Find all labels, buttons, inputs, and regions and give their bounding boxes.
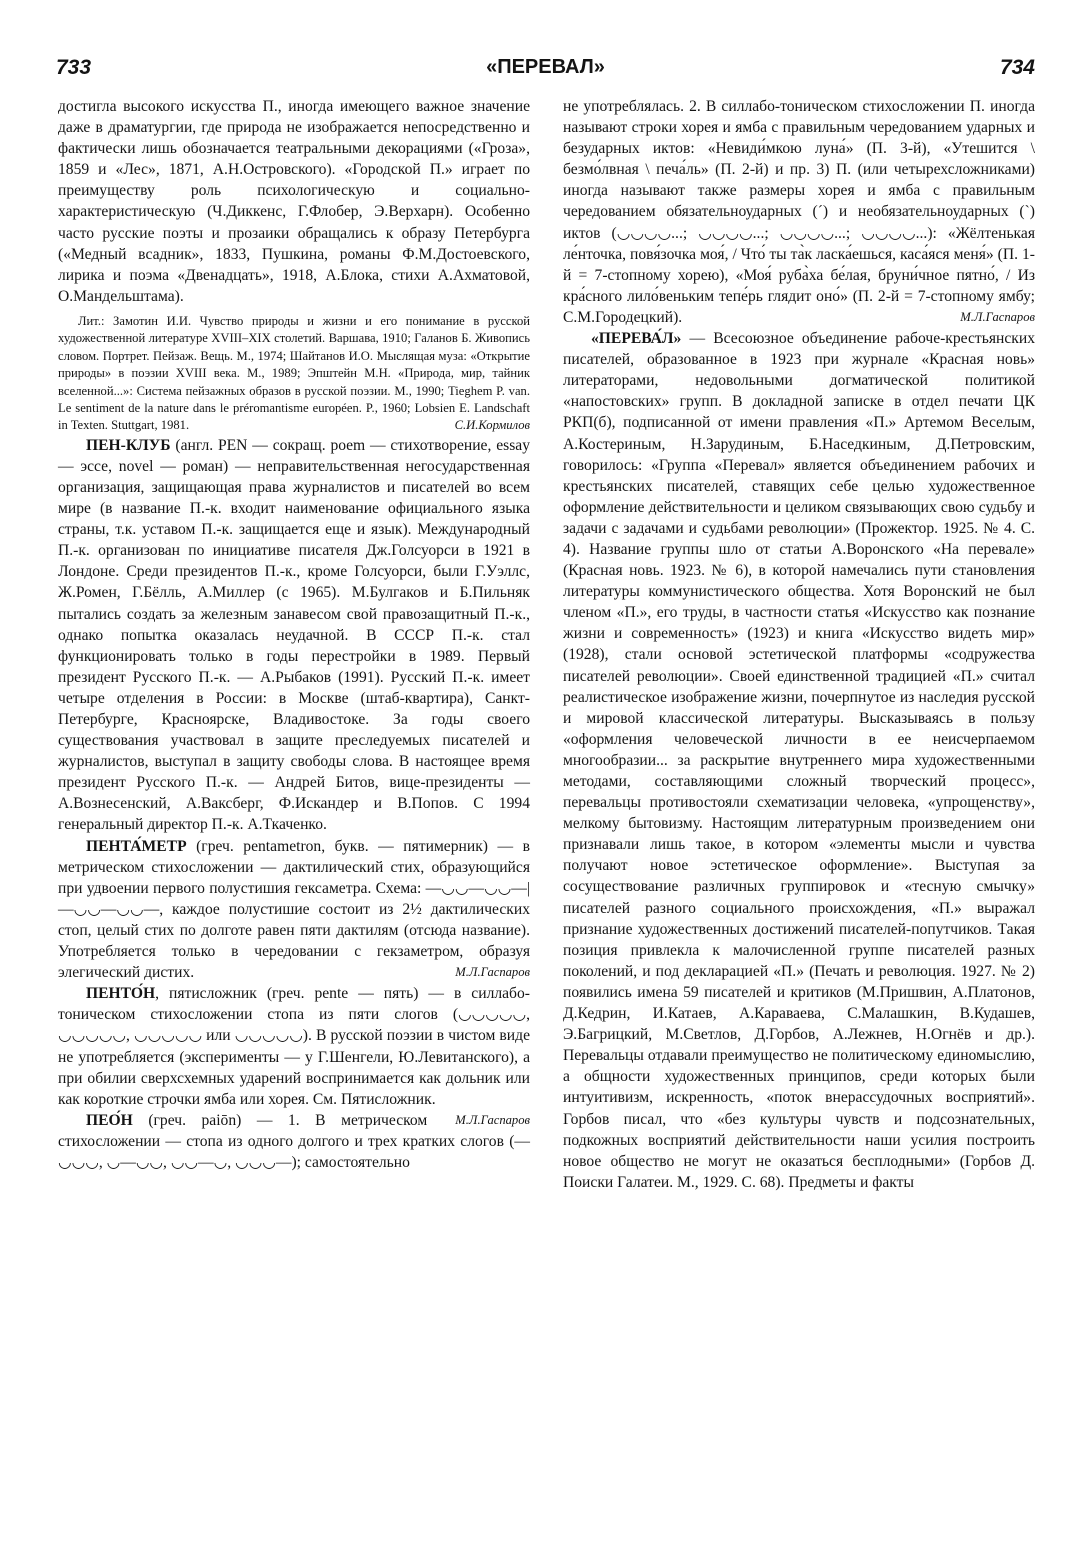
entry-body: (греч. paiōn) — 1. В метрическом стихосложении — стопа из одного долгого и трех кратких слогов (—◡◡◡, ◡—◡◡, ◡◡—◡, ◡◡◡—); самостоятельно <box>58 1111 530 1171</box>
literature-author: С.И.Кормилов <box>454 418 530 433</box>
entry-heading: ПЕНТА́МЕТР <box>86 837 187 855</box>
entry-heading: ПЕНТО́Н <box>86 985 156 1003</box>
page-number-right: 734 <box>999 56 1035 79</box>
left-column <box>58 96 530 1193</box>
entry-author: М.Л.Гаспаров <box>455 1112 530 1127</box>
entry-pereval <box>563 328 1035 1193</box>
text-columns <box>58 96 1035 1193</box>
landscape-entry-end: достигла высокого искусства П., иногда имеющего важное значение даже в драматургии, где природа не изображается непосредственно и фактически лишь обозначается театральными декорациями («Гроза», 1859 и «Лес», 1871, А.Н.Островского). «Городской П.» играет по преимуществу роль психологическую и социально-характеристическую (Ч.Диккенс, Г.Флобер, Э.Верхарн). Особенно часто русские поэты и прозаики обращались к образу Петербурга («Медный всадник», 1833, Пушкина, романы Ф.М.Достоевского, лирика и поэма «Двенадцать», 1918, А.Блока, стихи А.Ахматовой, О.Мандельштама). <box>58 98 530 305</box>
entry-heading: «ПЕРЕВА́Л» <box>591 330 682 348</box>
literature-text: Лит.: Замотин И.И. Чувство природы и жизни и его понимание в русской художественной литературе XVIII–XIX столетий. Варшава, 1910; Галанов Б. Живопись словом. Портрет. Пейзаж. Вещь. М., 1974; Шайтанов И.О. Мыслящая муза: «Открытие природы» в поэзии XVIII века. М., 1989; Эпштейн М.Н. «Природа, мир, тайник вселенной...»: Система пейзажных образов в русской поэзии. М., 1990; Tieghem P. van. Le sentiment de la nature dans le préromantisme européen. P., 1960; Lobsien E. Landschaft in Texten. Stuttgart, 1981. <box>58 313 530 433</box>
page-number-left: 733 <box>56 56 92 79</box>
running-title: «ПЕРЕВАЛ» <box>486 56 605 78</box>
peon-entry-continued <box>563 96 1035 328</box>
entry-body: , пятисложник (греч. pente — пять) — в силлабо-тоническом стихосложении стопа из пяти слогов (◡◡◡◡◡, ◡◡◡◡◡, ◡◡◡◡◡ или ◡◡◡◡◡). В русской поэзии в чистом виде не употребляется (эксперименты — у Г.Шенгели, Ю.Левитанского), а при обилии сверхсхемных ударений воспринимается как дольник или как короткие строчки ямба или хорея. См. Пятисложник. <box>58 985 530 1108</box>
entry-author: М.Л.Гаспаров <box>960 309 1035 324</box>
entry-author: М.Л.Гаспаров <box>455 965 530 980</box>
entry-body: — Всесоюзное объединение рабоче-крестьянских писателей, образованное в 1923 при журнале «Красная новь» литераторами, недовольными догматической политикой «напостовских» групп. В докладной записке в отдел печати ЦК РКП(б), подписанной от имени правления «П.» Артемом Веселым, А.Костериным, Н.Зарудиным, Б.Наседкиным, Д.Петровским, говорилось: «Группа «Перевал» является объединением рабочих и крестьянских писателей, ставящих себе целью художественное оформление действительности и целиком связывающих свою судьбу и задачи с задачами и судьбами революции» (Прожектор. 1925. № 4. С. 4). Название группы шло от статьи А.Воронского «На перевале» (Красная новь. 1923. № 6), в которой намечались пути становления литературы коммунистического общества. Хотя Воронский не был членом «П.», его труды, в частности статья «Искусство как познание жизни и современность» (1923) и книга «Искусство видеть мир» (1928), стали основой эстетической платформы «содружества писателей революции». Своей единственной традицией «П.» считал реалистическое изображение жизни, почерпнутое из наследия русской и мировой классической литературы. Высказываясь в пользу «оформления человеческой личности в ее неисчерпаемом многообразии... за раскрытие внутреннего мира художественными методами, составляющими сложный творческий процесс», перевальцы противостояли схематизации человека, «упрощенству», мелкому бытовизму. Настоящим литературным произведением они признавали лишь такое, в котором «элементы мысли и чувства получают новое эстетическое оформление». Выступая за сосуществование различных группировок и «тесную смычку» писателей разного социального происхождения, «П.» выражал признание художественных достижений писателей-попутчиков. Такая позиция привлекла к малочисленной группе писателей разных поколений, и под декларацией «П.» (Печать и революция. 1927. № 2) появились имена 59 писателей и критиков (М.Пришвин, А.Платонов, Д.Кедрин, И.Катаев, А.Караваева, С.Малашкин, В.Кудашев, Э.Багрицкий, М.Светлов, Д.Горбов, А.Лежнев, Н.Огнёв и др.). Перевальцы отдавали преимущество не политическому единомыслию, а общности художественных принципов, среди которых были интуитивизм, искренность, «поток внерассудочных восприятий». Горбов писал, что «без культуры чувств и подсознательных, подкожных восприятий действительности наши усилия построить новое общество не могут не оказаться бесплодными» (Горбов Д. Поиски Галатеи. М., 1929. С. 68). Предметы и факты <box>563 330 1035 1191</box>
entry-body: не употреблялась. 2. В силлабо-тоническом стихосложении П. иногда называют строки хорея и ямба с правильным чередованием ударных и безударных иктов: «Невиди́мкою луна́» (П. 3-й), «Утешится \ безмо́лвная \ печа́ль» (П. 2-й) и пр. 3) П. (или четырехсложниками) иногда называют также размеры хорея и ямба с правильным чередованием обязательноударных (´) и необязательноударных (`) иктов (◡◡◡◡...; ◡◡◡◡...; ◡◡◡◡...; ◡◡◡◡...): «Жёлтенькая ле́нточка, повя́зочка моя́, / Что́ ты та̀к ласка́ешься, каса́яся меня́» (П. 1-й = 7-стопному хорею), «Моя́ руба̀ха бе́лая, бруни́чное пятно́, / Из кра́сного лило́веньким тепе́рь глядит оно́» (П. 2-й = 7-стопному ямбу; С.М.Городецкий). <box>563 98 1035 326</box>
entry-pen-club <box>58 435 530 836</box>
entry-body: (англ. PEN — сокращ. poem — стихотворение, essay — эссе, novel — роман) — неправительственная негосударственная организация, защищающая права журналистов и писателей во всем мире (в название П.-к. входит наименование официального языка страны, т.к. уставом П.-к. защищается еще и язык). Международный П.-к. организован по инициативе писателя Дж.Голсуорси в 1921 в Лондоне. Среди президентов П.-к., кроме Голсуорси, были Г.Уэллс, Ж.Ромен, Г.Бёлль, А.Миллер (с 1965). М.Булгаков и Б.Пильняк пытались создать за железным занавесом свой правозащитный П.-к., однако попытка оказалась неудачной. В СССР П.-к. стал функционировать только в годы перестройки в 1989. Первый президент Русского П.-к. — А.Рыбаков (1991). Русский П.-к. имеет четыре отделения в России: в Москве (штаб-квартира), Санкт-Петербурге, Красноярске, Владивостоке. За годы своего существования участвовал в защите преследуемых писателей и журналистов, выступал в защиту свободы слова. В настоящее время президент Русского П.-к. — Андрей Битов, вице-президенты — А.Вознесенский, А.Ваксберг, Ф.Искандер и В.Попов. С 1994 генеральный директор П.-к. А.Ткаченко. <box>58 436 530 834</box>
entry-heading: ПЕО́Н <box>86 1111 133 1129</box>
page-header <box>56 56 1035 90</box>
entry-heading: ПЕН-КЛУБ <box>86 436 171 454</box>
entry-body: (греч. pentametron, букв. — пятимерник) — в метрическом стихосложении — дактилический стих, образующийся при удвоении первого полустишия гексаметра. Схема: —◡◡—◡◡—|—◡◡—◡◡—, каждое полустишие состоит из 2½ дактилических стоп, целый стих по долготе равен пяти дактилям (отсюда название). Употребляется только в чередовании с гекзаметром, образуя элегический дистих. <box>58 837 530 982</box>
entry-pentameter <box>58 836 530 984</box>
literature-list <box>58 313 530 435</box>
right-column <box>563 96 1035 1193</box>
